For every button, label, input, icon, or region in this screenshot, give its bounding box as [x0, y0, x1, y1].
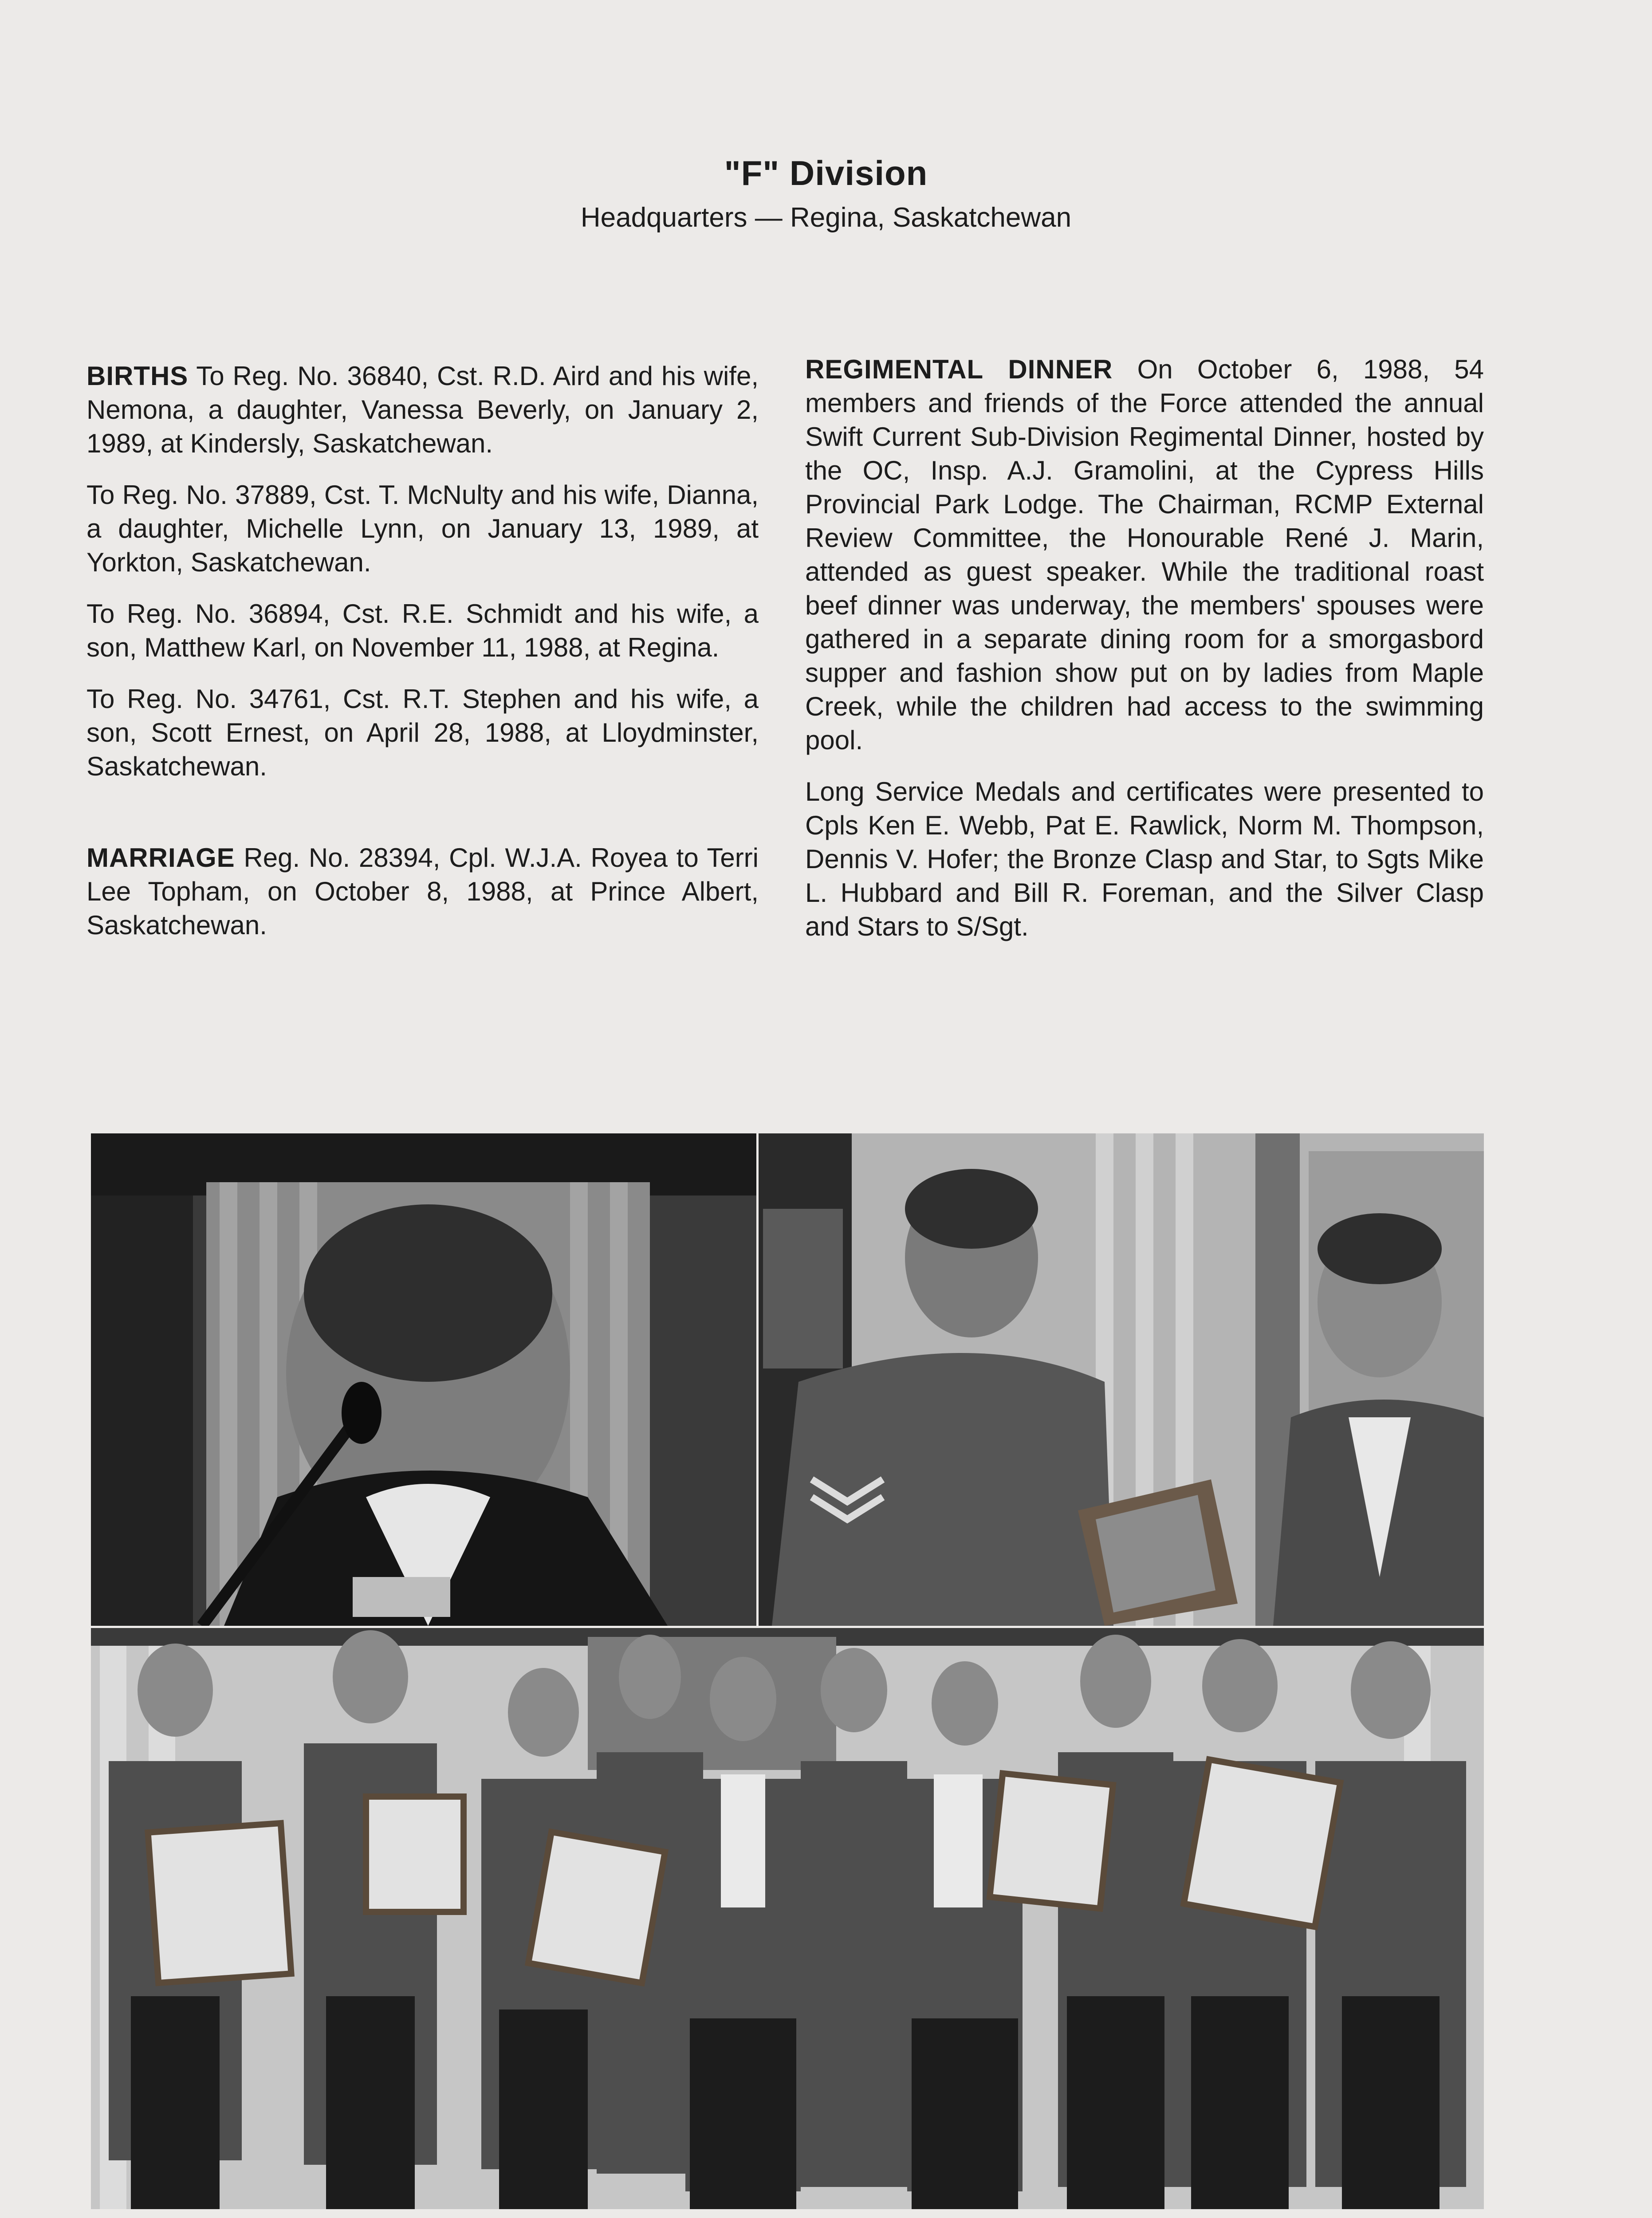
long-service-paragraph: Long Service Medals and certificates were presented to Cpls Ken E. Webb, Pat E. Rawlick, Norm M. Thompson, Dennis V. Hofer; the Bronze Clasp and Star, to Sgts Mike L. Hubbard and Bill R. Foreman, and the Silver Clasp and Stars to S/Sgt. [805, 777, 1484, 941]
photo-plaque-presentation [759, 1133, 1484, 1626]
left-column [87, 359, 759, 960]
page-subtitle: Headquarters — Regina, Saskatchewan [580, 202, 1072, 233]
births-heading: BIRTHS [87, 361, 189, 391]
birth-entry: To Reg. No. 37889, Cst. T. McNulty and his wife, Dianna, a daughter, Michelle Lynn, on January 13, 1989, at Yorkton, Saskatchewan. [87, 480, 759, 577]
regimental-dinner-paragraph [805, 353, 1484, 757]
birth-entry [87, 359, 759, 460]
regimental-dinner-heading: REGIMENTAL DINNER [805, 354, 1113, 384]
marriage-heading: MARRIAGE [87, 843, 235, 873]
page-title: "F" Division [724, 153, 928, 193]
photo-guest-speaker [91, 1133, 756, 1626]
birth-entry: To Reg. No. 34761, Cst. R.T. Stephen and his wife, a son, Scott Ernest, on April 28, 1988, at Lloydminster, Saskatchewan. [87, 684, 759, 781]
right-column [805, 353, 1484, 961]
marriage-entry [87, 841, 759, 942]
marriage-text: Reg. No. 28394, Cpl. W.J.A. Royea to Terri Lee Topham, on October 8, 1988, at Prince Albert, Saskatchewan. [87, 843, 759, 940]
regimental-dinner-text: On October 6, 1988, 54 members and friends of the Force attended the annual Swift Current Sub-Division Regimental Dinner, hosted by the OC, Insp. A.J. Gramolini, at the Cypress Hills Provincial Park Lodge. The Chairman, RCMP External Review Committee, the Honourable René J. Marin, attended as guest speaker. While the traditional roast beef dinner was underway, the members' spouses were gathered in a separate dining room for a smorgasbord supper and fashion show put on by ladies from Maple Creek, while the children had access to the swimming pool. [805, 354, 1484, 755]
birth-entry: To Reg. No. 36894, Cst. R.E. Schmidt and his wife, a son, Matthew Karl, on November 11, 1988, at Regina. [87, 599, 759, 662]
photo-honoured-members [91, 1628, 1484, 2209]
birth-entry-text: To Reg. No. 36840, Cst. R.D. Aird and his wife, Nemona, a daughter, Vanessa Beverly, on January 2, 1989, at Kindersly, Saskatchewan. [87, 361, 759, 458]
